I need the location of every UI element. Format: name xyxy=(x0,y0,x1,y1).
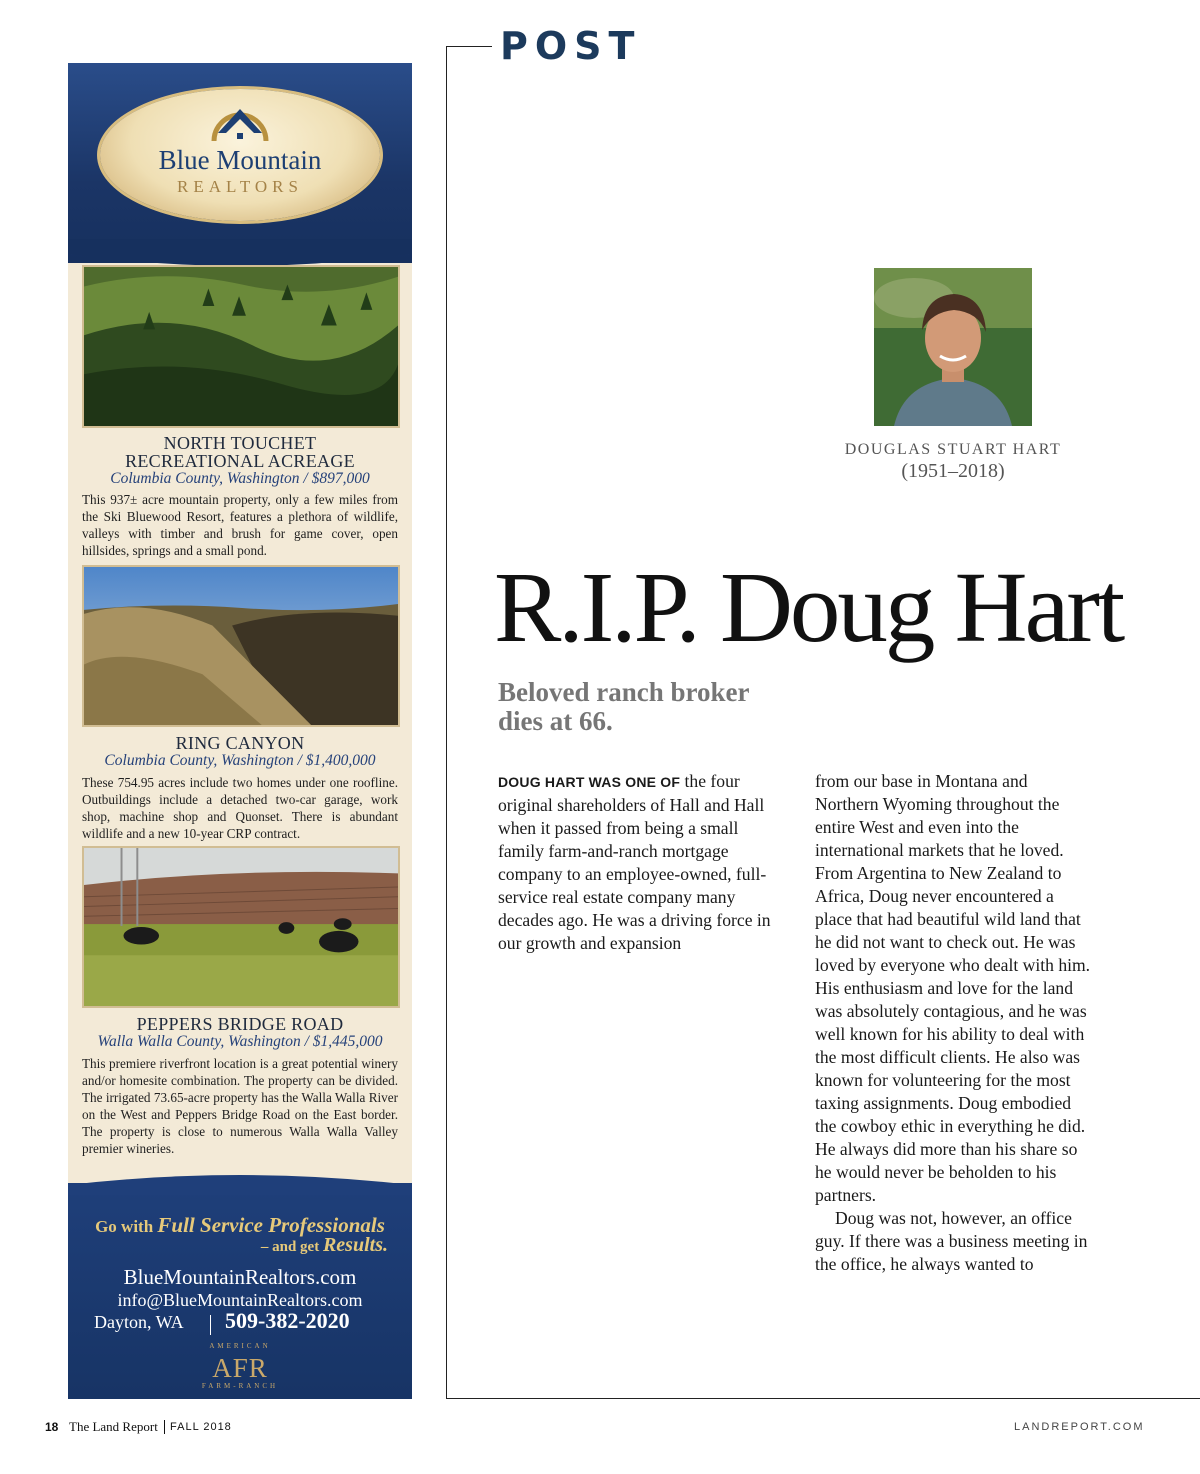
listing-photo-forest xyxy=(82,265,400,428)
article-column-1-text: the four original shareholders of Hall and Hall when it passed from being a small family farm-and-ranch mortgage company to an employee-owned, full-service real estate company many decades ago. He was a driving force in our growth and expansion xyxy=(498,771,771,953)
page-number: 18 xyxy=(45,1420,59,1434)
ad-brand-name: Blue Mountain xyxy=(158,145,322,175)
ad-phone-number[interactable]: 509-382-2020 xyxy=(225,1308,350,1333)
afr-logo xyxy=(190,1341,290,1393)
listing-1-location-price: Columbia County, Washington / $897,000 xyxy=(110,470,370,487)
listing-1-title: NORTH TOUCHET xyxy=(163,433,317,453)
article-column-2-paragraph-2: Doug was not, however, an office guy. If there was a business meeting in the office, he always wanted to xyxy=(815,1208,1088,1274)
portrait-photo xyxy=(874,268,1032,426)
afr-logo-letters: AFR xyxy=(212,1353,268,1383)
listing-2-location-price: Columbia County, Washington / $1,400,000 xyxy=(104,752,376,769)
afr-logo-top-text: AMERICAN xyxy=(209,1342,271,1350)
listing-3-description: This premiere riverfront location is a great potential winery and/or homesite combination. The property can be divided. The irrigated 73.65-acre property has the Walla Walla River on the West and Peppers Bridge Road on the East border. The property is close to numerous Walla Walla Valley premier wineries. xyxy=(82,1056,398,1156)
article-column-2 xyxy=(815,770,1095,1276)
listing-3-location-price: Walla Walla County, Washington / $1,445,000 xyxy=(97,1033,383,1050)
footer-divider xyxy=(164,1420,165,1434)
section-frame-left-rule xyxy=(446,46,447,1399)
afr-logo-bottom-text: FARM-RANCH xyxy=(201,1382,279,1390)
ad-email-link[interactable]: info@BlueMountainRealtors.com xyxy=(117,1290,363,1310)
ad-tagline-professionals: Full Service Professionals xyxy=(157,1213,385,1237)
section-frame-top-rule xyxy=(446,46,492,47)
publication-name: The Land Report xyxy=(69,1419,158,1434)
ad-city: Dayton, WA xyxy=(94,1312,184,1332)
listing-photo-pasture-cattle xyxy=(82,846,400,1008)
listing-3-title: PEPPERS BRIDGE ROAD xyxy=(136,1014,344,1034)
article-column-1 xyxy=(498,770,778,955)
listing-photo-canyon xyxy=(82,565,400,727)
ad-footer-wave xyxy=(68,1171,412,1195)
ad-website-link[interactable]: BlueMountainRealtors.com xyxy=(123,1265,357,1289)
ad-tagline-and-get: – and get xyxy=(260,1239,320,1255)
listing-2-description: These 754.95 acres include two homes under one roofline. Outbuildings include a detached two-car garage, work shop, machine shop and Quonset. There is abundant wildlife and a new 10-year CRP contract. xyxy=(82,775,398,841)
listing-2-title: RING CANYON xyxy=(175,733,305,753)
footer-website[interactable]: LANDREPORT.COM xyxy=(1014,1421,1145,1433)
article-headline: R.I.P. Doug Hart xyxy=(494,551,1123,663)
article-deck: Beloved ranch broker dies at 66. xyxy=(498,677,750,736)
article-lead-in: DOUG HART WAS ONE OF xyxy=(498,774,681,790)
realtor-advertisement[interactable] xyxy=(68,63,412,1399)
article-column-2-paragraph-1: from our base in Montana and Northern Wyoming throughout the entire West and even into the international markets that he loved. From Argentina to New Zealand to Africa, Doug never encountered a place that had beautiful wild land that he did not want to check out. He was loved by everyone who dealt with him. His enthusiasm and love for the land was absolutely contagious, and he was well known for his ability to deal with the most difficult clients. He also was known for volunteering for the most taxing assignments. Doug embodied the cowboy ethic in everything he did. He always did more than his share so he would never be beholden to his partners. xyxy=(815,771,1091,1205)
photo-caption-name: DOUGLAS STUART HART xyxy=(844,441,1062,458)
ad-tagline-line2 xyxy=(68,1234,388,1257)
section-frame-bottom-rule xyxy=(446,1398,1200,1399)
ad-contact-divider xyxy=(210,1315,211,1335)
listing-1-title-line2: RECREATIONAL ACREAGE xyxy=(125,451,355,471)
mountain-house-icon xyxy=(208,93,272,149)
ad-brand-subtitle: REALTORS xyxy=(177,177,303,196)
photo-caption-years: (1951–2018) xyxy=(901,460,1005,482)
listing-1-description: This 937± acre mountain property, only a few miles from the Ski Bluewood Resort, features a plethora of wildlife, valleys with timber and brush for game cover, open hillsides, springs and a small pond. xyxy=(82,492,398,558)
ad-tagline-results: Results. xyxy=(322,1234,388,1256)
issue-label: FALL 2018 xyxy=(170,1421,232,1433)
section-label: POST xyxy=(500,24,642,68)
ad-tagline-go-with: Go with xyxy=(95,1217,154,1236)
